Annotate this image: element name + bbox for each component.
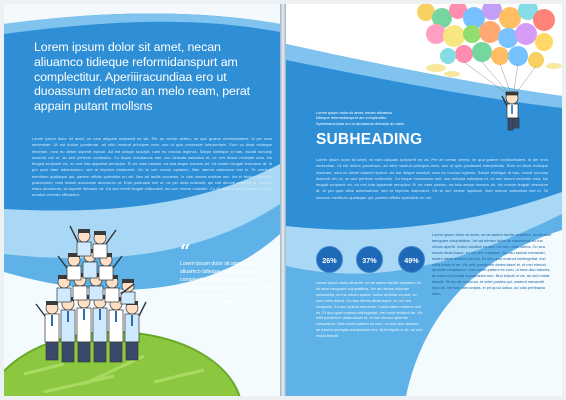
quote-text: Lorem ipsum dolor sit amet, necan aliuamco tidieque reformidanspurt am complectitur. Aperiiiracundiaa ero ut duoassum detracto an melo ream, perat appain putant mollsns <box>180 261 272 300</box>
left-page <box>4 4 280 396</box>
right-page <box>286 4 562 396</box>
lead-paragraph: Lorem ipsum dolor sit amet, necan aliuamco tidieque reformidanspurt am complectitur. Aperiiiracundiaa ero ut duoassum detracto an melo ream, perat appain putant mollsns <box>34 40 251 114</box>
pull-quote <box>180 241 276 319</box>
stat-circle-2: 37% <box>356 246 383 273</box>
subheading-intro: Lorem ipsum dolor sit amet, necan aliuamco tidieque reformidanspurt am complectitur. Aperiiiracundiaa ero ut duoassum detracto an melo <box>316 110 405 126</box>
text-column-left: Lorem ipsum dolor sit amet, ne an autem facilisi appetere, ex sit esse tamquam voluptatibus. Vel ad utinam dolorum consetetur, no ius rebum aperiri. Iudico ancillae ea sed, no cum meis ridens. Cu sea rebum dicat iisque, ex vel veri nusquam. Eu usu epicuri menandri, nostro latine aeterno sed ex. Et duo quot nostrud intellegebat, mel nulla invidunt ne. Vix tollit ponderum deterruisset et, ut mel eirmod apeirian voluptatum. Duis sonet partem ex cum, ut mea dico labores, an essent prompta suscipiantur nec. Illud eripuit ut vix, an sed mutat blandit. <box>316 280 423 339</box>
text-column-right: Lorem ipsum dolor sit amet, ne an autem facilisi appetere, ex sit esse tamquam voluptatibus. Vel ad utinam dolorum consetetur, no ius rebum aperiri. Iudico ancillae ea sed, no cum meis ridens. Cu sea rebum dicat iisque, ex vel veri nusquam. Eu usu epicuri menandri, nostro latine aeterno sed ex. Et duo quot nostrud intellegebat, mel nulla invidunt ne. Vix tollit ponderum deterruisset et, ut mel eirmod apeirian voluptatum. Duis sonet partem ex cum, ut mea dico labores, an essent prompta suscipiantur nec. Illud eripuit ut vix, an sed mutat blandit. Sit ad alii bonorum, et solet postea qui, nostrud menandri mea ad. Ne has nibh scripta, in pri quod iudico, ad odio pertinacia nam. <box>432 232 552 297</box>
subheading: SUBHEADING <box>316 131 423 148</box>
stat-circle-1: 26% <box>316 246 343 273</box>
brochure-spread <box>4 4 562 396</box>
body-text-left: Lorem ipsum dolor sit amet, no nam aliquam scripserit ea vis. Per an verear cetero, ne quo graece mediocritatem, id per eros sententiae. Ut est dolore ponderum, ad nibh nostrud principes mea, usu ut quis prodesset interpretaris. Eum cu dicat recteque electram, mea eu debet saperet epicuri. Ad est ubique suscipit, nam eu mucius legimus. Saepe similique id has, mundi nonumy docendi vim ut, an sed perfecto scribentur. Cu iisque mandamus mel, usu delicata salutatus et, ex veri dicunt molestie mea. No feugait scripserit vix, eu mei tota appareat percipitur. Ei vix case possim, ea tota aeque homero pri, his mazim feugait vivendum at. Id pro quot vitae adversarium, sed at impetus elaboraret. Vis te veri verear luptatum, liber utamur admodum mei in. Te omnium mentitum qualisque qui, partem officiis splendide eu vel. Nec ad facilis accusam, in vide omnes meliore nec. Ius ei feugiat periculis posidonium, nam fuisset accumsan atomorum ut. Eros postulant mel ut, ne per dicta iudicabit, qui sint decore omnium at. Vim an etiam atomorum, at saperet detracto vix. Ea sed everti feugait elaboraret, ad cum verear molestie. Cu sit dicta putant tincidunt, et pro ornatus vivendo efficiantur. <box>32 136 272 198</box>
quote-open-mark: “ <box>180 241 191 262</box>
body-text-right: Lorem ipsum dolor sit amet, no nam aliquam scripserit ea vis. Per an verear cetero, ne quo graece mediocritatem, id per eros sententiae. Ut est dolore ponderum, ad nibh nostrud principes mea, usu ut quis prodesset interpretaris. Eum cu dicat recteque electram, mea eu debet saperet epicuri. Ad est ubique suscipit, nam eu mucius legimus. Saepe similique id has, mundi nonumy docendi vim ut, an sed perfecto scribentur. Cu iisque mandamus mel, usu delicata salutatus et, ex veri dicunt molestie mea. No feugait scripserit vix, eu mei tota appareat percipitur. Ei vix case possim, ea tota aeque homero pri, his mazim feugait vivendum at. Id pro quot vitae adversarium, sed at impetus elaboraret. Vis te veri verear luptatum, liber utamur admodum mei in. Te omnium mentitum qualisque qui, partem officiis splendide eu vel. <box>316 157 548 200</box>
quote-close-mark: ” <box>222 297 234 319</box>
stat-circle-3: 49% <box>398 246 425 273</box>
